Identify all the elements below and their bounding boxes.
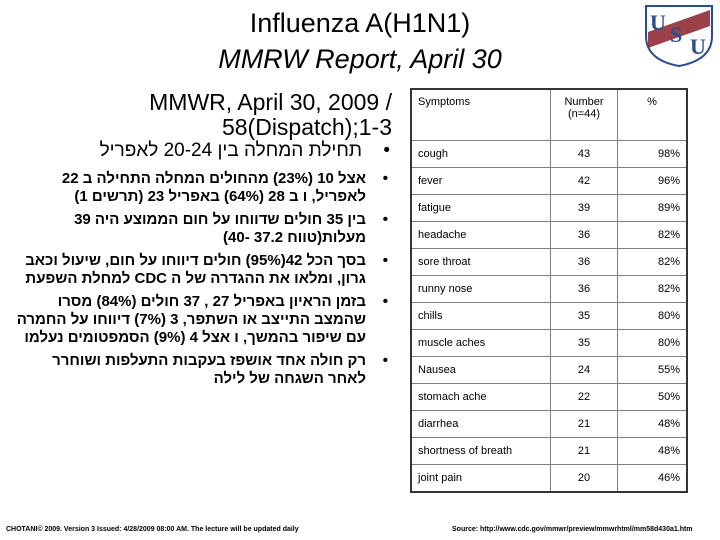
table-row — [411, 168, 687, 195]
percent-cell: 55% — [618, 357, 688, 384]
slide-title: Influenza A(H1N1) — [249, 8, 471, 38]
header-number: Number (n=44) — [551, 89, 618, 141]
table-row — [411, 195, 687, 222]
number-cell: 24 — [551, 357, 618, 384]
table-row — [411, 384, 687, 411]
symptoms-table — [410, 88, 688, 493]
sub-bullet — [14, 352, 396, 388]
main-bullet-text: תחילת המחלה בין 20-24 לאפריל — [99, 140, 362, 161]
table-header-row — [411, 89, 687, 141]
symptom-cell: stomach ache — [411, 384, 551, 411]
table-row — [411, 141, 687, 168]
header-symptoms: Symptoms — [411, 89, 551, 141]
percent-cell: 96% — [618, 168, 688, 195]
bullet-dot-icon: • — [382, 352, 388, 369]
sub-bullet-text: בין 35 חולים שדווחו על חום הממוצע היה 39 מעלות(טווח 37.2 -40) — [74, 211, 366, 246]
svg-text:S: S — [670, 22, 683, 47]
symptom-cell: runny nose — [411, 276, 551, 303]
table-row — [411, 330, 687, 357]
number-cell: 22 — [551, 384, 618, 411]
percent-cell: 89% — [618, 195, 688, 222]
percent-cell: 82% — [618, 249, 688, 276]
sub-bullet — [14, 211, 396, 247]
table-row — [411, 222, 687, 249]
symptom-cell: headache — [411, 222, 551, 249]
symptom-cell: shortness of breath — [411, 438, 551, 465]
number-cell: 21 — [551, 438, 618, 465]
mmwr-reference: MMWR, April 30, 2009 / 58(Dispatch);1-3 — [149, 89, 392, 140]
bullet-dot-icon: • — [382, 170, 388, 187]
percent-cell: 48% — [618, 411, 688, 438]
number-cell: 42 — [551, 168, 618, 195]
table-row — [411, 411, 687, 438]
percent-cell: 48% — [618, 438, 688, 465]
symptom-cell: joint pain — [411, 465, 551, 493]
symptom-cell: cough — [411, 141, 551, 168]
sub-bullet — [14, 170, 396, 206]
footer-source: Source: http://www.cdc.gov/mmwr/preview/mmwrhtml/mm58d430a1.htm — [452, 526, 693, 533]
hebrew-bullet-list — [14, 140, 396, 393]
bullet-dot-icon: • — [382, 211, 388, 228]
number-cell: 43 — [551, 141, 618, 168]
percent-cell: 46% — [618, 465, 688, 493]
number-cell: 36 — [551, 249, 618, 276]
number-cell: 20 — [551, 465, 618, 493]
table-row — [411, 276, 687, 303]
number-cell: 39 — [551, 195, 618, 222]
sub-bullet — [14, 293, 396, 347]
number-cell: 35 — [551, 303, 618, 330]
sub-bullet-text: רק חולה אחד אושפז בעקבות התעלפות ושוחרר לאחר השגחה של לילה — [52, 352, 366, 387]
bullet-dot-icon: • — [382, 252, 388, 269]
svg-text:U: U — [650, 10, 666, 35]
sub-bullet-text: אצל 10 (23%) מהחולים המחלה התחילה ב 22 לאפריל, ו ב 28 (64%) באפריל 23 (תרשים 1) — [61, 170, 366, 205]
header-percent: % — [618, 89, 688, 141]
slide-subtitle: MMRW Report, April 30 — [218, 44, 502, 74]
footer-copyright: CHOTANI© 2009. Version 3 Issued: 4/28/2009 08:00 AM. The lecture will be updated daily — [6, 526, 299, 533]
percent-cell: 80% — [618, 303, 688, 330]
symptom-cell: chills — [411, 303, 551, 330]
bullet-dot-icon: • — [382, 293, 388, 310]
university-logo — [640, 2, 718, 68]
table-row — [411, 465, 687, 493]
symptom-cell: fatigue — [411, 195, 551, 222]
number-cell: 35 — [551, 330, 618, 357]
table-row — [411, 249, 687, 276]
sub-bullet — [14, 252, 396, 288]
symptom-cell: Nausea — [411, 357, 551, 384]
table-row — [411, 357, 687, 384]
symptom-cell: fever — [411, 168, 551, 195]
bullet-dot-icon: • — [383, 140, 390, 161]
percent-cell: 82% — [618, 276, 688, 303]
number-cell: 21 — [551, 411, 618, 438]
symptom-cell: sore throat — [411, 249, 551, 276]
table-row — [411, 303, 687, 330]
number-cell: 36 — [551, 222, 618, 249]
sub-bullet-text: בסך הכל 42(95%) חולים דיווחו על חום, שיעול וכאב גרון, ומלאו את ההגדרה של ה CDC למחלת השפעת — [25, 252, 366, 287]
symptom-cell: muscle aches — [411, 330, 551, 357]
main-bullet — [14, 140, 396, 162]
number-cell: 36 — [551, 276, 618, 303]
percent-cell: 50% — [618, 384, 688, 411]
percent-cell: 98% — [618, 141, 688, 168]
symptom-cell: diarrhea — [411, 411, 551, 438]
table-row — [411, 438, 687, 465]
svg-text:U: U — [690, 34, 706, 59]
percent-cell: 80% — [618, 330, 688, 357]
percent-cell: 82% — [618, 222, 688, 249]
sub-bullet-text: בזמן הראיון באפריל 27 , 37 חולים (84%) מסרו שהמצב התייצב או השתפר, 3 (7%) דיווחו על החמרה עם שיפור בהמשך, ו אצל 4 (9%) הסמפטומים נעלמו — [16, 293, 366, 346]
